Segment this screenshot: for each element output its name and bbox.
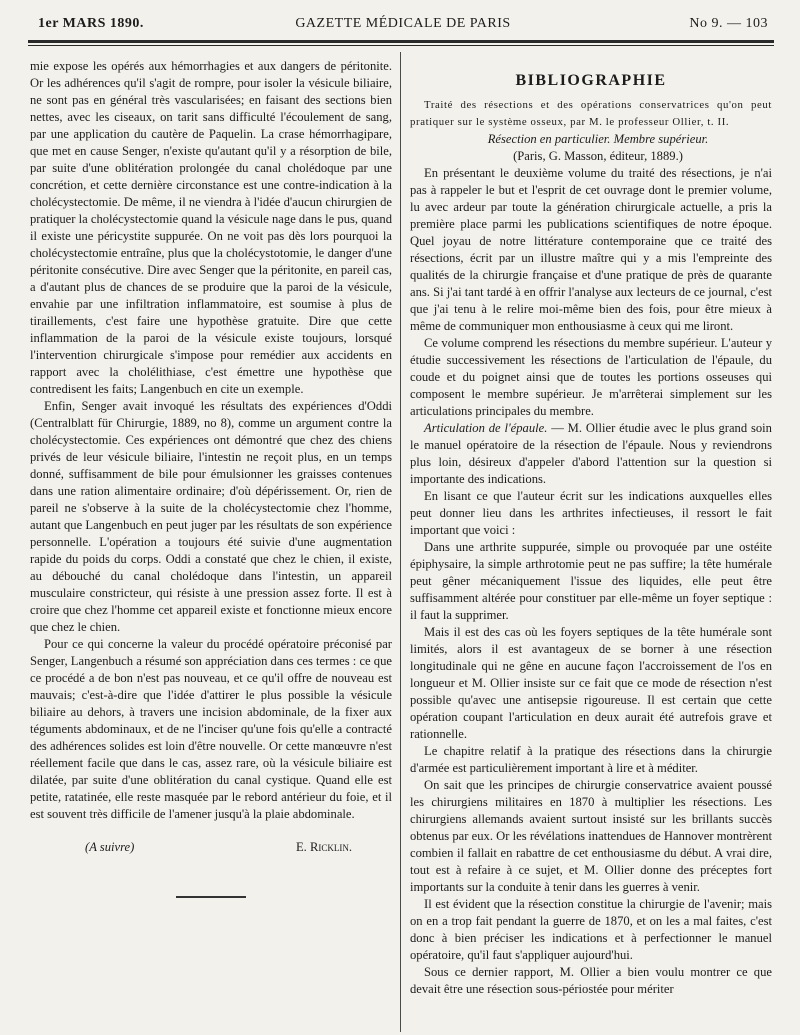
left-paragraph-3: Pour ce qui concerne la valeur du procédé opératoire préconisé par Senger, Langenbuch a résumé son appréciation dans ces termes : ce que ce procédé a de bon n'est pas nouveau, et ce qu'il offre de nouveau est mauvais; c'est-à-dire que l'idée d'attirer le plus possible la vésicule biliaire au dehors, à travers une incision abdominale, de la fixer aux téguments abdominaux, et de ne l'inciser qu'une fois qu'elle a contracté des adhérences solides est loin d'être nouvelle. Or cette manœuvre n'est réellement facile que dans le cas, assez rare, où la vésicule biliaire est dilatée, par suite d'une oblitération du canal cystique. Quand elle est petite, ratatinée, elle reste masquée par le rebord antérieur du foie, et il est souvent très difficile de l'amener jusqu'à la plaie abdominale. <box>30 637 392 821</box>
book-subtitle: Résection en particulier. Membre supérieur. <box>487 132 709 146</box>
book-publisher: (Paris, G. Masson, éditeur, 1889.) <box>513 149 683 163</box>
left-column <box>30 58 392 1033</box>
article-end-rule <box>176 896 246 898</box>
issue-date: 1er MARS 1890. <box>38 16 144 31</box>
right-paragraph-1: En présentant le deuxième volume du traité des résections, je n'ai pas à rappeler le but et l'esprit de cet ouvrage dont le premier volume, lu avec ardeur par toute la génération chirurgicale actuelle, a pris la première place parmi les publications scientifiques de notre époque. Quel joyau de notre littérature contemporaine que ce traité des résections, écrit par un illustre maître qui y a mis l'empreinte des qualités de la chirurgie française et d'une pratique de près de quarante ans. Si j'ai tant tardé à en offrir l'analyse aux lecteurs de ce journal, c'est que j'ai tenu à le relire moi-même bien des fois, pour être mieux à même de communiquer mon enthousiasme à ceux qui me liront. <box>410 166 772 333</box>
right-paragraph-2: Ce volume comprend les résections du membre supérieur. L'auteur y étudie successivement les résections de l'articulation de l'épaule, du coude et du poignet ainsi que de toutes les portions osseuses qui composent le membre supérieur. Je m'arrêterai simplement sur les articulations principales du membre. <box>410 336 772 418</box>
right-paragraph-8: On sait que les principes de chirurgie conservatrice avaient poussé les chirurgiens militaires en 1870 à multiplier les résections. Les chirurgiens allemands avaient surtout insisté sur les brillants succès obtenus par eux. Or les révélations inattendues de Hannover montrèrent combien il fallait en rabattre de cet enthousiasme du début. A vrai dire, tout est à refaire à ce sujet, et M. Ollier donne des préceptes fort importants sur la conduite à tenir dans les guerres à venir. <box>410 778 772 894</box>
article-signature <box>30 839 392 856</box>
right-paragraph-4: En lisant ce que l'auteur écrit sur les indications auxquelles elles peut donner lieu dans les arthrites infectieuses, il ressort le fait important que voici : <box>410 489 772 537</box>
article-author: E. Ricklin. <box>295 840 352 854</box>
right-paragraph-5: Dans une arthrite suppurée, simple ou provoquée par une ostéite épiphysaire, la simple arthrotomie peut ne pas suffire; la tête humérale peut gêner mécaniquement l'issue des liquides, elle peut être suffisamment altérée pour constituer par elle-même un foyer septique : il faut la supprimer. <box>410 540 772 622</box>
right-paragraph-9: Il est évident que la résection constitue la chirurgie de l'avenir; mais on en a trop fait pendant la guerre de 1870, et on les a mal faites, c'est donc à bien préciser les indications et à perfectionner le manuel opératoire, qu'il faut s'appliquer aujourd'hui. <box>410 897 772 962</box>
right-column <box>410 58 772 1033</box>
to-be-continued: (A suivre) <box>85 840 135 854</box>
right-paragraph-7: Le chapitre relatif à la pratique des résections dans la chirurgie d'armée est particulièrement important à lire et à méditer. <box>410 744 772 775</box>
left-paragraph-1: mie expose les opérés aux hémorrhagies et aux dangers de péritonite. Or les adhérences qu'il s'agit de rompre, pour isoler la vésicule biliaire, ne sont pas en général très vascularisées; en faisant des sections bien nettes, avec les ciseaux, on tarit sans difficulté l'écoulement de sang, par une application du cautère de Paquelin. La crase hémorrhagipare, que met en cause Senger, n'existe qu'autant qu'il y a résorption de bile, par suite d'une oblitération prolongée du canal cholédoque par une concrétion, et cette dernière circonstance est une contre-indication à la cholécystectomie. De même, il ne viendra à l'idée d'aucun chirurgien de pratiquer la cholécystectomie quand la vésicule nage dans le pus, quand il existe une péricystite suppurée. On ne voit pas dès lors pourquoi la cholécystectomie entraîne, plus que la cholécystotomie, le danger d'une péritonite consécutive. Dire avec Senger que la péritonite, en pareil cas, a d'autant plus de chances de se produire que la paroi de la vésicule, envahie par une infiltration inflammatoire, est soumise à plus de tiraillements, c'est faire une hypothèse gratuite. Dire que cette inflammation de la paroi de la vésicule existe toujours, lorsqué l'intervention chirurgicale s'impose pour remédier aux accidents en rapport avec la cholélithiase, c'est émettre une hypothèse que contredisent les faits; Langenbuch en cite un exemple. <box>30 59 392 396</box>
book-title: Traité des résections et des opérations conservatrices qu'on peut pratiquer sur le système osseux, par M. le professeur Ollier, t. II. <box>410 99 772 128</box>
journal-title: GAZETTE MÉDICALE DE PARIS <box>295 16 511 31</box>
section-title: BIBLIOGRAPHIE <box>515 72 667 89</box>
page-header <box>38 16 768 38</box>
left-paragraph-2: Enfin, Senger avait invoqué les résultats des expériences d'Oddi (Centralblatt für Chirurgie, 1889, no 8), comme un argument contre la cholécystectomie. Ces expériences ont démontré que chez des chiens privés de leur vésicule biliaire, l'intestin ne reçoit plus, en un temps donné, suffisamment de bile pour émulsionner les graisses contenues dans une ration alimentaire ordinaire; d'où dépérissement. Or, rien de pareil ne s'observe à la suite de la cholécystectomie chez l'homme, autant que Langenbuch en peut juger par les résultats de son expérience personnelle. L'opération a toujours été suivie d'une augmentation rapide du poids du corps. Oddi a constaté que chez le chien, il existe, au débouché du canal cholédoque dans l'intestin, un appareil musculaire constricteur, qui résiste à une pression assez forte. Il est à croire que chez l'homme cet appareil existe et fonctionne mieux encore que chez le chien. <box>30 399 392 634</box>
right-paragraph-3 <box>410 420 772 488</box>
right-paragraph-10: Sous ce dernier rapport, M. Ollier a bien voulu montrer ce que devait être une résection sous-périostée pour mériter <box>410 965 772 996</box>
right-paragraph-6: Mais il est des cas où les foyers septiques de la tête humérale sont limités, alors il est avantageux de se borner à une résection longitudinale qui ne gêne en aucune façon l'accroissement de l'os en longueur et M. Ollier insiste sur ce fait que ce mode de résection n'est possible qu'avec une antisepsie rigoureuse. Il est certain que cette opération coupant l'articulation en deux aurait été autrefois grave et rationnelle. <box>410 625 772 741</box>
issue-number: No 9. — 103 <box>689 16 768 31</box>
header-rule-thin <box>28 45 774 46</box>
column-divider <box>400 52 401 1032</box>
header-rule-thick <box>28 40 774 43</box>
shoulder-heading: Articulation de l'épaule. <box>424 421 548 435</box>
shoulder-text: — M. Ollier étudie avec le plus grand soin le manuel opératoire de la résection de l'épaule. Nous y reviendrons plus loin, désireux d'appeler d'abord l'attention sur la question si importante des indications. <box>410 421 772 486</box>
